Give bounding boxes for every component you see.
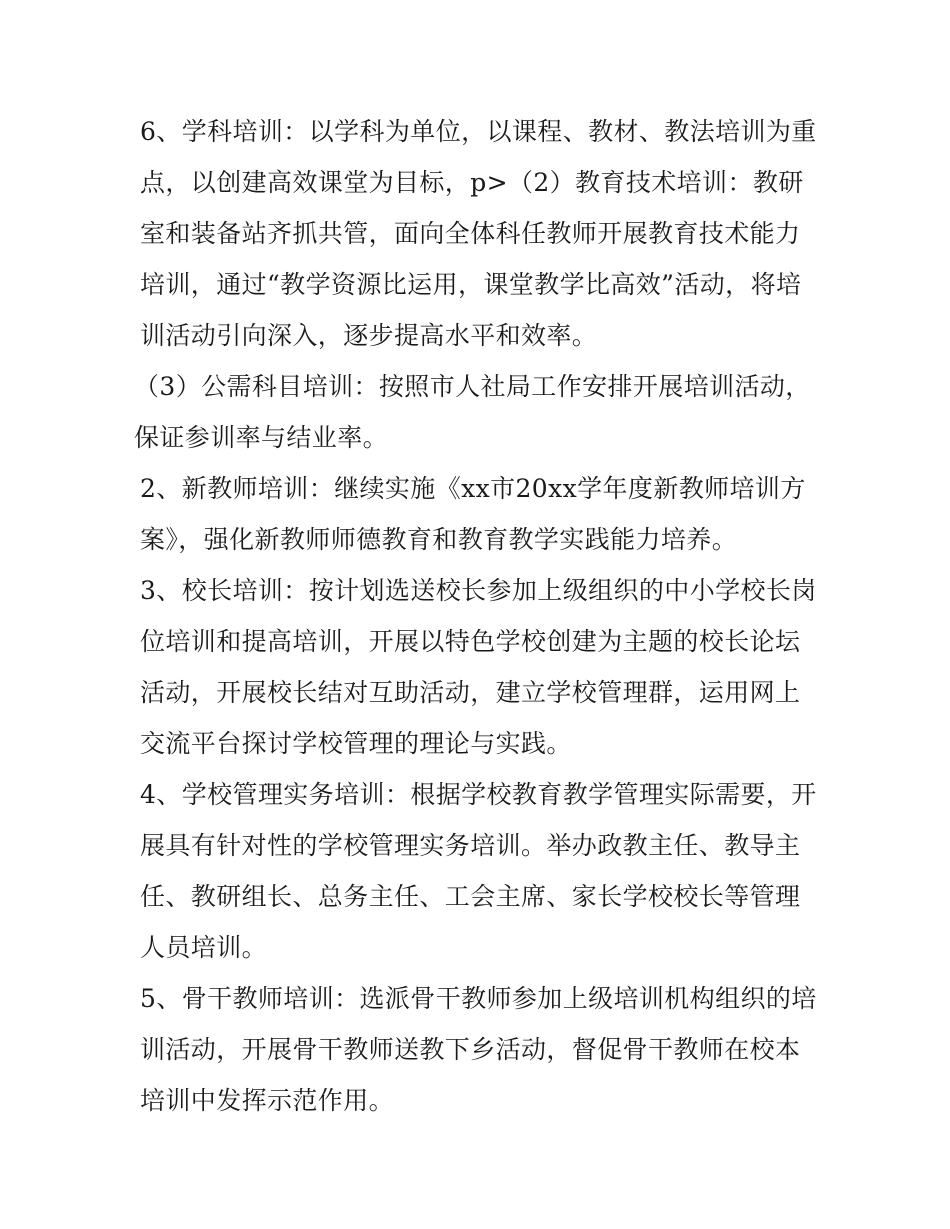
paragraph-principal-training: 3、校长培训：按计划选送校长参加上级组织的中小学校长岗位培训和提高培训，开展以特色学校创建为主题的校长论坛活动，开展校长结对互助活动，建立学校管理群，运用网上交流平台探讨学校管理的理论与实践。 — [140, 576, 817, 758]
paragraph-subject-training: 6、学科培训：以学科为单位，以课程、教材、教法培训为重点，以创建高效课堂为目标，p>（2）教育技术培训：教研室和装备站齐抓共管，面向全体科任教师开展教育技术能力培训，通过“教学资源比运用，课堂教学比高效”活动，将培训活动引向深入，逐步提高水平和效率。 — [140, 117, 817, 350]
paragraph-backbone-teacher-training: 5、骨干教师培训：选派骨干教师参加上级培训机构组织的培训活动，开展骨干教师送教下乡活动，督促骨干教师在校本培训中发挥示范作用。 — [140, 984, 817, 1115]
paragraph-public-subject-training: （3）公需科目培训：按照市人社局工作安排开展培训活动，保证参训率与结业率。 — [134, 372, 811, 452]
paragraph-new-teacher-training: 2、新教师培训：继续实施《xx市20xx学年度新教师培训方案》，强化新教师师德教育和教育教学实践能力培养。 — [140, 474, 806, 554]
paragraph-school-management-training: 4、学校管理实务培训：根据学校教育教学管理实际需要，开展具有针对性的学校管理实务培训。举办政教主任、教导主任、教研组长、总务主任、工会主席、家长学校校长等管理人员培训。 — [140, 780, 817, 962]
document-body — [134, 106, 820, 1126]
